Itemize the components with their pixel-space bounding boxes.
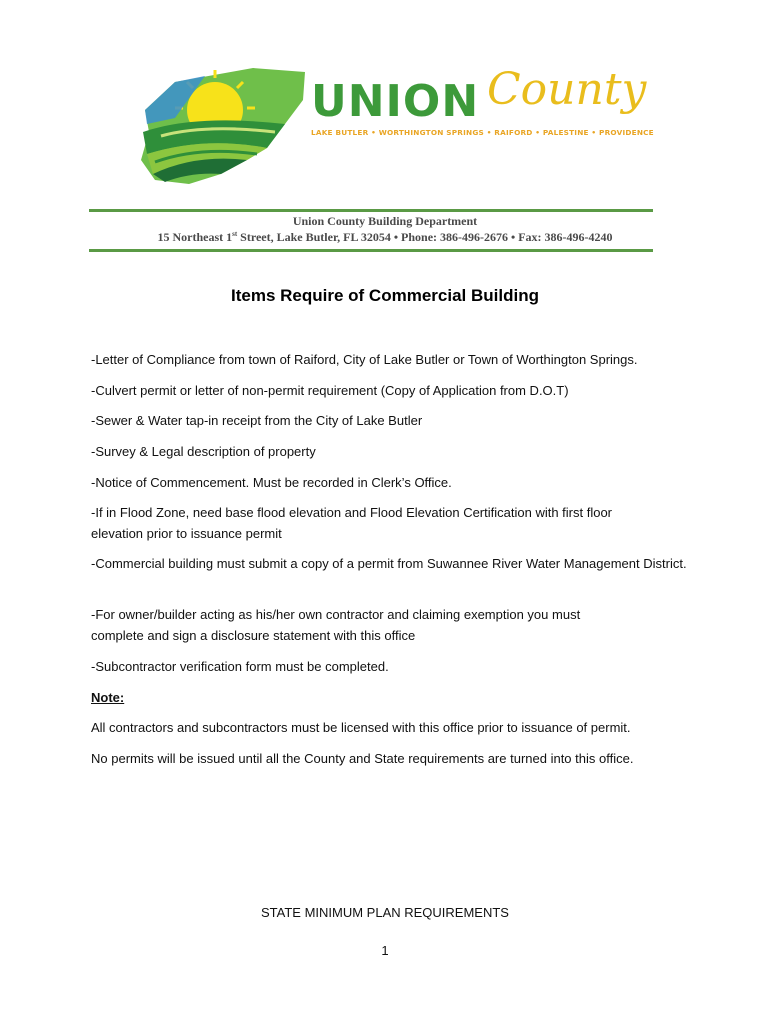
county-map-logo-icon [135, 62, 310, 192]
page-title: Items Require of Commercial Building [231, 286, 539, 305]
requirement-item: -For owner/builder acting as his/her own contractor and claiming exemption you must complete and sign a disclosure statement with this office [91, 607, 581, 643]
note-line: No permits will be issued until all the County and State requirements are turned into this office. [91, 751, 634, 766]
department-name: Union County Building Department [292, 214, 478, 228]
address-prefix: 15 Northeast 1 [157, 230, 233, 244]
logo-towns: LAKE BUTLER • WORTHINGTON SPRINGS • RAIFORD • PALESTINE • PROVIDENCE [311, 128, 654, 137]
address-sup: st [232, 230, 238, 238]
logo-text-county: County [487, 64, 647, 115]
county-logo [135, 62, 654, 192]
note-line: All contractors and subcontractors must be licensed with this office prior to issuance of permit. [91, 720, 631, 735]
requirement-item: -Notice of Commencement. Must be recorded in Clerk’s Office. [91, 475, 452, 490]
requirement-item: -Letter of Compliance from town of Raiford, City of Lake Butler or Town of Worthington Springs. [91, 352, 638, 367]
requirement-item: -Survey & Legal description of property [91, 444, 316, 459]
department-address [0, 230, 770, 245]
requirement-item: -Subcontractor verification form must be completed. [91, 659, 389, 674]
requirement-item: -If in Flood Zone, need base flood elevation and Flood Elevation Certification with first floor elevation prior to issuance permit [91, 505, 613, 541]
address-suffix: Street, Lake Butler, FL 32054 • Phone: 386-496-2676 • Fax: 386-496-4240 [237, 230, 613, 244]
header-rule-top [89, 209, 653, 212]
logo-text-union: UNION [311, 76, 480, 127]
requirement-item: -Sewer & Water tap-in receipt from the City of Lake Butler [91, 413, 423, 428]
section-title: STATE MINIMUM PLAN REQUIREMENTS [261, 905, 509, 920]
header-rule-bottom [89, 249, 653, 252]
requirement-item: -Commercial building must submit a copy of a permit from Suwannee River Water Management District. [91, 556, 687, 571]
page-number: 1 [381, 943, 389, 958]
note-label: Note: [91, 690, 125, 705]
requirement-item: -Culvert permit or letter of non-permit requirement (Copy of Application from D.O.T) [91, 383, 569, 398]
